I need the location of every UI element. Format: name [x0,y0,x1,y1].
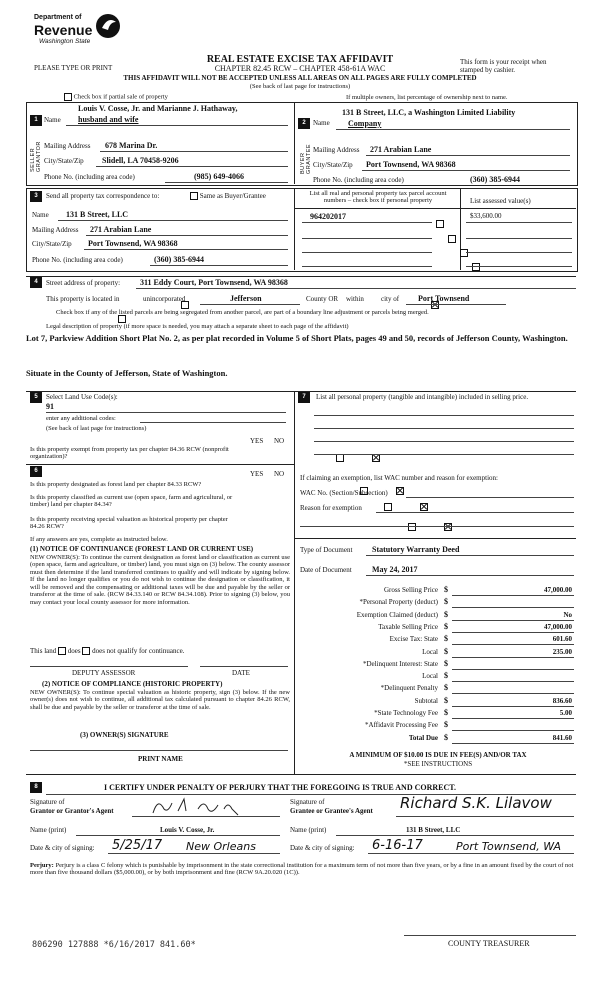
corr-city: Port Townsend, WA 98368 [88,239,178,248]
tax-row-value: 235.00 [552,647,572,656]
situate-text: Situate in the County of Jefferson, State of Washington. [26,368,228,378]
parcel-1: 964202017 [310,212,346,221]
historic-no-checkbox[interactable] [444,523,452,531]
seller-city-label: City/State/Zip [44,157,84,165]
certify-title: I CERTIFY UNDER PENALTY OF PERJURY THAT THE FOREGOING IS TRUE AND CORRECT. [104,783,457,792]
tax-row-label: Subtotal [414,696,438,705]
county-or-label: County OR [306,295,339,303]
historic-yes-checkbox[interactable] [408,523,416,531]
tax-row [300,623,576,634]
revenue-swirl-icon [94,12,122,40]
tax-row-dollar: $ [444,732,448,742]
tax-row-dollar: $ [444,597,448,607]
buyer-phone-label: Phone No. (including area code) [313,176,404,184]
wac-label: WAC No. (Section/Subsection) [300,489,388,497]
tax-row [300,672,576,683]
historic-question: Is this property receiving special valuation as historical property per chapter 84.26 RCW? [30,516,228,531]
this-land-row [30,647,184,655]
tax-row [300,660,576,671]
receipt-note: This form is your receipt when stamped by cashier. [460,58,547,75]
doc-date: May 24, 2017 [372,565,418,574]
parcels-header: List all real and personal property tax parcel account numbers – check box if personal property [309,190,447,205]
grantor-date: 5/25/17 [112,838,163,853]
please-type: PLEASE TYPE OR PRINT [34,64,113,72]
tax-row-value: No [563,610,572,619]
parcel-1-personal-checkbox[interactable] [436,220,444,228]
tax-row-value: 5.00 [559,709,572,717]
tax-row-label: *Affidavit Processing Fee [365,721,438,730]
buyer-city-label: City/State/Zip [313,161,353,169]
notice1-title: (1) NOTICE OF CONTINUANCE (FOREST LAND OR CURRENT USE) [30,545,254,553]
buyer-name-line1: 131 B Street, LLC, a Washington Limited Liability [342,108,516,117]
tax-row-value: 47,000.00 [544,622,572,631]
logo-state: Washington State [39,38,91,45]
buyer-side-label: BUYER GRANTEE [300,143,312,174]
tax-row-dollar: $ [444,671,448,681]
parcel-4-personal-checkbox[interactable] [472,263,480,271]
grantor-signature [148,795,268,817]
tax-row-label: Gross Selling Price [383,586,438,594]
deputy-assessor-label: DEPUTY ASSESSOR [72,669,136,677]
buyer-mail-label: Mailing Address [313,146,360,154]
doc-date-label: Date of Document [300,566,352,574]
grantor-date-label: Date & city of signing: [30,844,95,852]
exempt-question: Is this property exempt from property tax per chapter 84.36 RCW (nonprofit organization)? [30,446,229,461]
section-1-badge: 1 [30,115,42,126]
current-use-no-checkbox[interactable] [420,503,428,511]
land-use-code: 91 [46,402,54,411]
county-treasurer-label: COUNTY TREASURER [448,939,530,948]
partial-sale-checkbox[interactable] [64,93,72,101]
does-checkbox[interactable] [58,647,66,655]
any-yes-note: If any answers are yes, complete as instructed below. [30,536,168,543]
same-as-checkbox[interactable] [190,192,198,200]
notice2-title: (2) NOTICE OF COMPLIANCE (HISTORIC PROPERTY) [42,680,223,688]
grantee-sig-label-b: Grantee or Grantee's Agent [290,807,373,815]
tax-row [300,709,576,720]
tax-row-label: Local [422,647,438,656]
corr-name: 131 B Street, LLC [66,210,129,219]
tax-row-value: 836.60 [552,696,572,705]
exempt-no-checkbox[interactable] [372,454,380,462]
tax-row-dollar: $ [444,720,448,730]
tax-row [300,648,576,659]
notice1-body: NEW OWNER(S): To continue the current designation as forest land or classification as current use (open space, farm and agriculture, or timber) land, you must sign on (3) below. The county assessor must then determine if the land transferred continues to qualify and will indicate by signing below. If the land no longer qualifies or you do not wish to continue the designation or classification, it will be removed and the compensating or additional taxes will be due and payable by the seller or transferor at the time of sale. (RCW 84.33.140 or RCW 84.34.108). Prior to signing (3) below, you may contact your local county assessor for more information. [30,554,290,606]
seller-phone: (985) 649-4066 [194,172,244,181]
tax-row-dollar: $ [444,646,448,656]
tax-row-value: 841.60 [552,733,572,742]
see-back-note: (See back of last page for instructions) [249,83,351,90]
assessor-date-label: DATE [232,669,250,677]
cashier-stamp: 806290 127888 *6/16/2017 841.60* [32,940,196,950]
buyer-name-line2: Company [348,119,382,128]
exemption-label: If claiming an exemption, list WAC number and reason for exemption: [300,474,498,482]
tax-row-value: 601.60 [552,635,572,644]
tax-row-dollar: $ [444,621,448,631]
seller-name-line2: husband and wife [78,115,139,124]
buyer-mail: 271 Arabian Lane [370,145,432,154]
logo-revenue: Revenue [34,22,93,38]
reason-label: Reason for exemption [300,504,362,512]
forest-no-checkbox[interactable] [396,487,404,495]
seller-name-line1: Louis V. Cosse, Jr. and Marianne J. Hathaway, [78,104,238,113]
grantee-name: 131 B Street, LLC [406,826,461,834]
legal-label: Legal description of property (if more space is needed, you may attach a separate sheet to each page of the affidavit) [46,323,349,330]
tax-row-label: Taxable Selling Price [378,622,438,631]
section-3-badge: 3 [30,191,42,202]
partial-sale-row [64,93,168,101]
perjury-note [30,862,576,877]
grantor-name: Louis V. Cosse, Jr. [160,826,215,834]
tax-row-label: *Delinquent Interest: State [362,659,438,668]
tax-row-label: *Delinquent Penalty [380,684,438,693]
tax-row-label: Local [422,672,438,681]
buyer-name-label: Name [313,119,330,127]
county-name: Jefferson [230,294,262,303]
tax-row [300,721,576,732]
tax-row-label: Exemption Claimed (deduct) [356,610,438,619]
grantee-city: Port Townsend, WA [456,840,562,853]
tax-row-dollar: $ [444,658,448,668]
seller-mail-label: Mailing Address [44,142,91,150]
same-as-row [190,192,266,200]
tax-row-dollar: $ [444,695,448,705]
tax-row [300,684,576,695]
segregated-label: Check box if any of the listed parcels are being segregated from another parcel, are part of a boundary line adjustment or parcels being merged. [56,309,429,316]
form-chapter: CHAPTER 82.45 RCW – CHAPTER 458-61A WAC [214,64,386,73]
exempt-yes-checkbox[interactable] [336,454,344,462]
partial-sale-label: Check box if partial sale of property [73,93,168,101]
parcel-2-personal-checkbox[interactable] [448,235,456,243]
street-label: Street address of property: [46,279,121,287]
grantee-signature: Richard S.K. Lilavow [400,794,552,812]
tax-row [300,598,576,609]
forest-question: Is this property designated as forest land per chapter 84.33 RCW? [30,481,202,488]
section-7-badge: 7 [298,392,310,403]
tax-row-label: Excise Tax: State [389,635,438,644]
tax-row-value: 47,000.00 [544,586,572,594]
section-6-badge: 6 [30,466,42,477]
land-use-label: Select Land Use Code(s): [46,393,118,401]
current-use-yes-checkbox[interactable] [384,503,392,511]
tax-row [300,586,576,597]
section-2-badge: 2 [298,118,310,129]
current-use-question: Is this property classified as current use (open space, farm and agricultural, or timber) land per chapter 84.34? [30,494,233,509]
print-name-label: PRINT NAME [138,755,183,763]
tax-row [300,734,576,745]
seller-mail: 678 Marina Dr. [105,141,158,150]
tax-row [300,697,576,708]
tax-row-dollar: $ [444,634,448,644]
does-not-checkbox[interactable] [82,647,90,655]
corr-mail: 271 Arabian Lane [90,225,152,234]
section-5-badge: 5 [30,392,42,403]
perjury-text: Perjury is a class C felony which is punishable by imprisonment in the state correctional institution for a maximum term of not more than five years, or by a fine in an amount fixed by the court of not more than five thousand dollars ($5,000.00), or by both imprisonment and fine (RCW 9A.20.020 (1C)). [30,862,574,877]
grantee-date-label: Date & city of signing: [290,844,355,852]
located-label: This property is located in [46,295,120,303]
parcel-3-personal-checkbox[interactable] [460,249,468,257]
seller-phone-label: Phone No. (including area code) [44,173,135,181]
same-as-label: Same as Buyer/Grantee [199,192,266,200]
does-not-label: does not qualify for continuance. [92,647,185,655]
seller-name-label: Name [44,116,61,124]
corr-phone: (360) 385-6944 [154,255,204,264]
warning-text: THIS AFFIDAVIT WILL NOT BE ACCEPTED UNLESS ALL AREAS ON ALL PAGES ARE FULLY COMPLETED [123,74,477,82]
multiple-owners-note: If multiple owners, list percentage of ownership next to name. [346,94,508,101]
revenue-logo [34,12,124,52]
seller-side-label: SELLER GRANTOR [30,141,42,172]
tax-row-dollar: $ [444,708,448,717]
logo-dept: Department of [34,14,82,21]
this-land-label: This land [30,647,57,655]
section-4-badge: 4 [30,277,42,288]
doc-type: Statutory Warranty Deed [372,545,460,554]
s6-no-header: NO [274,470,285,478]
buyer-phone: (360) 385-6944 [470,175,520,184]
tax-row [300,611,576,622]
personal-property-label: List all personal property (tangible and intangible) included in selling price. [316,393,529,401]
land-use-no-header: NO [274,437,285,445]
grantor-city: New Orleans [186,840,256,853]
city-name: Port Townsend [418,294,470,303]
corr-phone-label: Phone No. (including area code) [32,256,123,264]
section-8-badge: 8 [30,782,42,793]
corr-name-label: Name [32,211,49,219]
grantee-name-label: Name (print) [290,826,327,834]
grantor-sig-label-b: Grantor or Grantor's Agent [30,807,114,815]
additional-codes-label: enter any additional codes: [46,415,116,422]
tax-row-dollar: $ [444,609,448,619]
land-use-yes-header: YES [250,437,264,445]
city-of-label: city of [381,295,400,303]
buyer-city: Port Townsend, WA 98368 [366,160,456,169]
within-label: within [346,295,364,303]
unincorporated-label: unincorporated [143,295,186,303]
tax-row-dollar: $ [444,683,448,693]
tax-row-label: Total Due [408,733,438,742]
grantee-sig-label-a: Signature of [290,798,325,806]
tax-row-dollar: $ [444,585,448,594]
land-use-see-back: (See back of last page for instructions) [46,425,147,432]
see-instructions-note: *SEE INSTRUCTIONS [403,760,473,768]
corr-mail-label: Mailing Address [32,226,79,234]
form-title: REAL ESTATE EXCISE TAX AFFIDAVIT [206,54,394,65]
tax-row-label: *Personal Property (deduct) [359,598,438,607]
assessed-header: List assessed value(s) [470,197,531,205]
s6-yes-header: YES [250,470,264,478]
minimum-note: A MINIMUM OF $10.00 IS DUE IN FEE(S) AND/OR TAX [349,751,527,759]
perjury-label: Perjury: [30,862,54,869]
owner-signature-label: (3) OWNER(S) SIGNATURE [80,731,169,739]
notice2-body: NEW OWNER(S): To continue special valuation as historic property, sign (3) below. If the new owner(s) does not wish to continue, all additional tax calculated pursuant to chapter 84.26 RCW, shall be due and payable by the seller or transferor at the time of sale. [30,689,290,711]
tax-row [300,635,576,646]
does-label: does [67,647,81,655]
tax-row-label: *State Technology Fee [374,709,438,717]
grantee-date: 6-16-17 [372,838,423,853]
legal-description: Lot 7, Parkview Addition Short Plat No. 2, as per plat recorded in Volume 5 of Short Plats, pages 49 and 50, records of Jefferson County, Washington. [26,333,568,343]
corr-city-label: City/State/Zip [32,240,72,248]
grantor-name-label: Name (print) [30,826,67,834]
doc-type-label: Type of Document [300,546,353,554]
seller-city: Slidell, LA 70458-9206 [102,156,179,165]
grantor-sig-label-a: Signature of [30,798,65,806]
assessed-1: $33,600.00 [470,212,502,220]
correspondence-label: Send all property tax correspondence to: [46,192,160,200]
street-address: 311 Eddy Court, Port Townsend, WA 98368 [140,278,288,287]
